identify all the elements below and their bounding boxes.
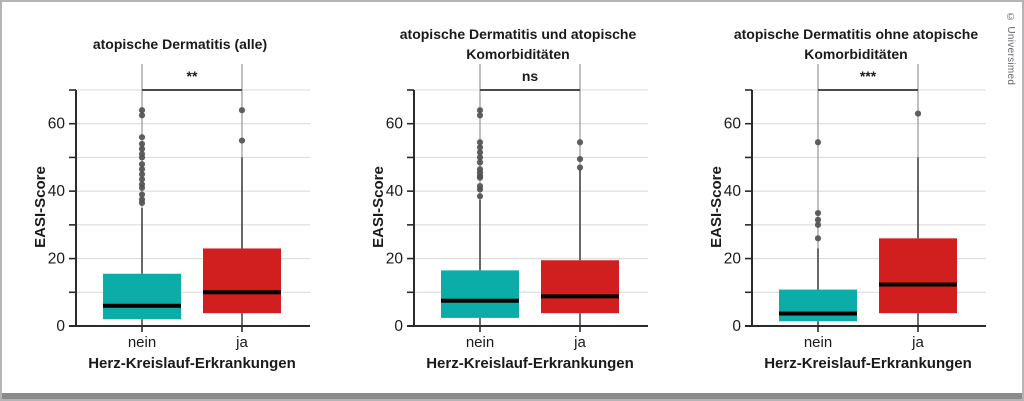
category-label-ja: ja xyxy=(574,334,586,351)
y-tick-label: 60 xyxy=(385,115,403,133)
significance-label: ** xyxy=(186,68,198,84)
box-nein xyxy=(779,290,857,322)
box-nein xyxy=(103,274,181,320)
y-axis-title: EASI-Score xyxy=(708,166,725,248)
y-axis-title: EASI-Score xyxy=(370,166,387,248)
outlier-dot xyxy=(477,193,483,199)
outlier-dot xyxy=(139,134,145,140)
box-nein xyxy=(441,270,519,318)
x-axis-title: Herz-Kreislauf-Erkrankungen xyxy=(764,355,972,372)
y-tick-label: 40 xyxy=(385,183,403,201)
median-line xyxy=(541,294,619,298)
y-tick-label: 0 xyxy=(56,318,65,335)
y-tick-label: 20 xyxy=(385,250,403,268)
box-ja xyxy=(203,248,281,313)
outlier-dot xyxy=(477,183,483,189)
outlier-dot xyxy=(915,111,921,117)
category-label-ja: ja xyxy=(912,334,924,351)
outlier-dot xyxy=(139,107,145,113)
panel-atopische-dermatitis-ohne-komorbiditaeten xyxy=(684,6,1022,388)
significance-label: ns xyxy=(521,68,539,84)
outlier-dot xyxy=(815,235,821,241)
panel-title-line2: Komorbiditäten xyxy=(466,46,570,62)
category-label-nein: nein xyxy=(803,334,833,351)
bottom-bar xyxy=(2,393,1022,399)
y-tick-label: 0 xyxy=(394,318,403,335)
y-tick-label: 0 xyxy=(732,318,741,335)
y-tick-label: 60 xyxy=(47,115,65,133)
panel-atopische-dermatitis-und-komorbiditaeten xyxy=(346,6,684,388)
outlier-dot xyxy=(139,161,145,167)
median-line xyxy=(441,299,519,303)
panel-atopische-dermatitis-alle xyxy=(8,6,346,388)
copyright-credit: © Universimed xyxy=(1005,12,1016,86)
outlier-dot xyxy=(577,139,583,145)
outlier-dot xyxy=(815,210,821,216)
outlier-dot xyxy=(477,139,483,145)
outlier-dot xyxy=(815,217,821,223)
y-tick-label: 60 xyxy=(723,115,741,133)
x-axis-title: Herz-Kreislauf-Erkrankungen xyxy=(426,355,634,372)
outlier-dot xyxy=(139,191,145,197)
y-tick-label: 40 xyxy=(723,183,741,201)
median-line xyxy=(879,283,957,287)
panel-title-line1: atopische Dermatitis und atopische xyxy=(399,26,637,42)
panel-title xyxy=(720,20,992,68)
outlier-dot xyxy=(477,107,483,113)
category-label-ja: ja xyxy=(236,334,248,351)
median-line xyxy=(203,290,281,294)
panel-title xyxy=(44,20,316,68)
outlier-dot xyxy=(239,107,245,113)
panel-title xyxy=(382,20,654,68)
panel-title-line1: atopische Dermatitis (alle) xyxy=(92,36,268,52)
y-axis-title: EASI-Score xyxy=(32,166,49,248)
median-line xyxy=(103,304,181,308)
category-label-nein: nein xyxy=(465,334,495,351)
significance-label: *** xyxy=(859,68,877,84)
median-line xyxy=(779,312,857,316)
box-ja xyxy=(879,238,957,313)
panel-title-line2: Komorbiditäten xyxy=(804,46,908,62)
outlier-dot xyxy=(577,164,583,170)
outlier-dot xyxy=(139,141,145,147)
y-tick-label: 20 xyxy=(723,250,741,268)
outlier-dot xyxy=(239,137,245,143)
box-ja xyxy=(541,260,619,313)
panel-title-line1: atopische Dermatitis ohne atopische xyxy=(733,26,979,42)
y-tick-label: 20 xyxy=(47,250,65,268)
outlier-dot xyxy=(815,139,821,145)
outlier-dot xyxy=(477,166,483,172)
outlier-dot xyxy=(577,156,583,162)
x-axis-title: Herz-Kreislauf-Erkrankungen xyxy=(88,355,296,372)
category-label-nein: nein xyxy=(127,334,157,351)
y-tick-label: 40 xyxy=(47,183,65,201)
